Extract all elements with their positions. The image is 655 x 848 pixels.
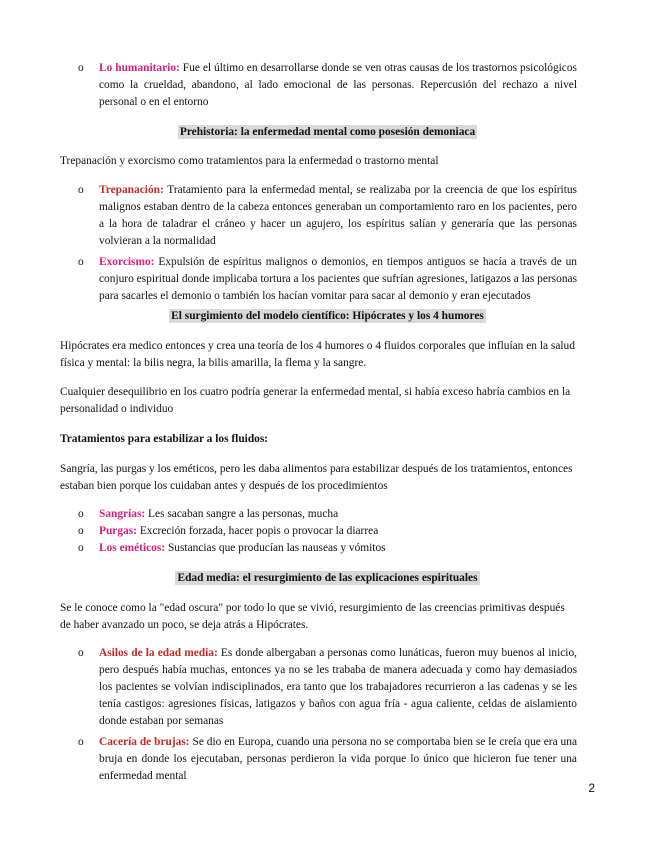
bullet-marker: o: [78, 184, 84, 196]
bullet-term: Purgas:: [99, 525, 137, 537]
bullet-marker: o: [78, 736, 84, 748]
bullet-marker: o: [78, 508, 84, 520]
bullet-text: Expulsión de espíritus malignos o demonios, en tiempos antiguos se hacía a través de un conjuro espiritual donde implicaba tortura a los pacientes que sufrían agresiones, latigazos a las personas para sacarles el demonio o también los hacían vomitar para sacar al demonio y eran ejecutados: [99, 256, 577, 302]
bullet-list-humanitario: [78, 60, 577, 115]
bullet-term: Trepanación:: [99, 184, 164, 196]
treatments-subheading: Tratamientos para estabilizar a los fluidos:: [60, 433, 269, 445]
bullet-item: [78, 182, 577, 250]
bullet-marker: o: [78, 647, 84, 659]
bullet-term: Lo humanitario:: [99, 62, 180, 74]
paragraph: Se le conoce como la "edad oscura" por todo lo que se vivió, resurgimiento de las creencias primitivas después de haber avanzado un poco, se deja atrás a Hipócrates.: [60, 602, 565, 631]
section-heading: [0, 570, 655, 587]
bullet-item: [78, 506, 577, 523]
bullet-term: Asilos de la edad media:: [99, 647, 218, 659]
section-heading: [0, 308, 655, 325]
section-heading-text: Prehistoria: la enfermedad mental como posesión demoniaca: [179, 126, 476, 138]
paragraph: Hipócrates era medico entonces y crea una teoría de los 4 humores o 4 fluidos corporales que influían en la salud física y mental: la bilis negra, la bilis amarilla, la flema y la sangre.: [60, 340, 575, 369]
bullet-item: [78, 645, 577, 730]
bullet-marker: o: [78, 256, 84, 268]
bullet-text: Sustancias que producían las nauseas y vómitos: [165, 542, 386, 554]
bullet-item: [78, 523, 577, 540]
paragraph: Sangría, las purgas y los eméticos, pero les daba alimentos para estabilizar después de los tratamientos, entonces estaban bien porque los cuidaban antes y después de los procedimientos: [60, 463, 573, 492]
paragraph: Trepanación y exorcismo como tratamientos para la enfermedad o trastorno mental: [60, 155, 439, 167]
bullet-list-edad-media: [78, 645, 577, 789]
bullet-text: Les sacaban sangre a las personas, mucha: [145, 508, 339, 520]
bullet-text: Es donde albergaban a personas como lunáticas, fueron muy buenos al inicio, pero después había muchas, entonces ya no se les trababa de manera adecuada y como hay demasiados los pacientes se volvían indisciplinados, era tanto que los trabajadores recurrieron a las cadenas y se les tenía castigos: agresiones físicas, latigazos y baños con agua fría - agua caliente, celdas de aislamiento donde estaban por semanas: [99, 647, 577, 727]
bullet-marker: o: [78, 542, 84, 554]
paragraph: Cualquier desequilibrio en los cuatro podría generar la enfermedad mental, si había exceso habría cambios en la personalidad o individuo: [60, 386, 571, 415]
bullet-term: Sangrías:: [99, 508, 146, 520]
bullet-text: Fue el último en desarrollarse donde se ven otras causas de los trastornos psicológicos como la crueldad, abandono, al lado emocional de las personas. Repercusión del rechazo a nivel personal o en el entorno: [99, 62, 577, 108]
section-heading-text: El surgimiento del modelo científico: Hipócrates y los 4 humores: [171, 310, 484, 322]
section-heading: [0, 124, 655, 141]
page-number: 2: [588, 781, 595, 795]
bullet-item: [78, 254, 577, 305]
bullet-term: Cacería de brujas:: [99, 736, 190, 748]
bullet-term: Exorcismo:: [99, 256, 155, 268]
bullet-marker: o: [78, 62, 84, 74]
bullet-text: Excreción forzada, hacer popis o provocar la diarrea: [136, 525, 379, 537]
bullet-text: Se dio en Europa, cuando una persona no se comportaba bien se le creía que era una bruja en donde los ejecutaban, personas perdieron la vida porque lo único que hicieron fue tener una enfermedad mental: [99, 736, 577, 782]
bullet-item: [78, 734, 577, 785]
bullet-marker: o: [78, 525, 84, 537]
bullet-item: [78, 540, 577, 557]
section-heading-text: Edad media: el resurgimiento de las explicaciones espirituales: [177, 572, 478, 584]
bullet-term: Los eméticos:: [99, 542, 166, 554]
bullet-item: [78, 60, 577, 111]
bullet-list-tratamientos: [78, 182, 577, 309]
bullet-list-fluidos: [78, 506, 577, 557]
bullet-text: Tratamiento para la enfermedad mental, se realizaba por la creencia de que los espíritus malignos estaban dentro de la cabeza entonces generaban un comportamiento raro en los pacientes, pero a la hora de taladrar el cráneo y hacer un agujero, los espíritus salían y generaría que las personas volvieran a la normalidad: [99, 184, 577, 247]
